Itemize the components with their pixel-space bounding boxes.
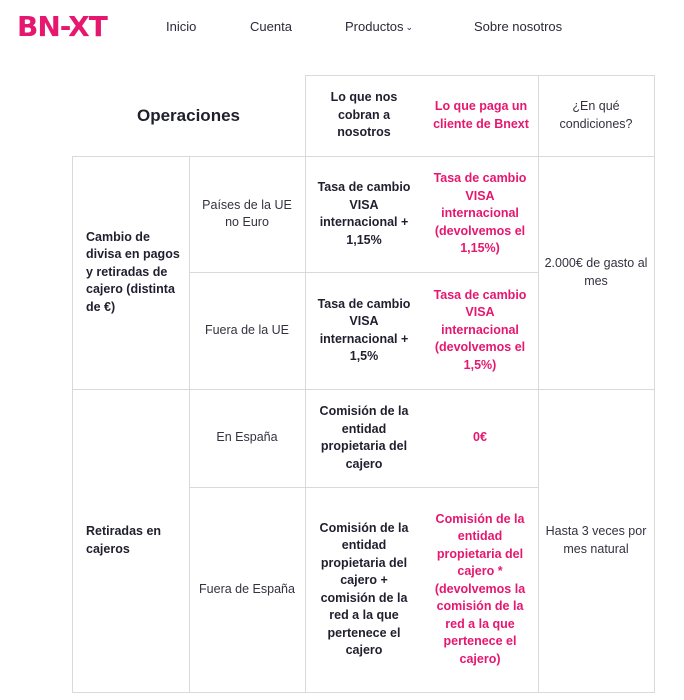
nav-cuenta[interactable]: Cuenta: [250, 19, 292, 34]
group-label-retiradas: Retiradas en cajeros: [86, 524, 162, 556]
cobran-fuera-ue: Tasa de cambio VISA internacional + 1,5%: [317, 296, 411, 363]
condition-retiradas: Hasta 3 veces por mes natural: [545, 524, 647, 556]
region-fuera-ue: Fuera de la UE: [204, 322, 290, 337]
nav-sobre-nosotros[interactable]: Sobre nosotros: [474, 19, 563, 34]
paga-fuera-espana: Comisión de la entidad propietaria del cajero * (devolvemos la comisión de la red a la que pertenece el cajero): [434, 511, 526, 666]
table-border: [305, 75, 306, 693]
paga-ue-no-euro: Tasa de cambio VISA internacional (devolvemos el 1,15%): [433, 171, 527, 256]
paga-espana: 0€: [473, 430, 487, 445]
chevron-down-icon: ⌄: [405, 22, 414, 32]
table-border: [189, 156, 190, 693]
region-espana: En España: [216, 430, 278, 445]
region-fuera-espana: Fuera de España: [199, 581, 295, 596]
table-border: [72, 692, 654, 693]
bnext-logo[interactable]: BN-XT: [17, 10, 107, 43]
cobran-espana: Comisión de la entidad propietaria del cajero: [319, 404, 409, 471]
table-border: [654, 75, 655, 693]
header-operaciones: Operaciones: [137, 105, 240, 125]
paga-fuera-ue: Tasa de cambio VISA internacional (devolvemos el 1,5%): [433, 287, 527, 372]
nav-inicio[interactable]: Inicio: [166, 19, 197, 34]
group-label-cambio-divisa: Cambio de divisa en pagos y retiradas de cajero (distinta de €): [86, 229, 180, 314]
header-paga: Lo que paga un cliente de Bnext: [433, 99, 529, 131]
cobran-ue-no-euro: Tasa de cambio VISA internacional + 1,15%: [317, 180, 411, 247]
condition-cambio-divisa: 2.000€ de gasto al mes: [544, 256, 648, 288]
cobran-fuera-espana: Comisión de la entidad propietaria del cajero + comisión de la red a la que pertenece el cajero: [319, 520, 409, 657]
header-condiciones: ¿En qué condiciones?: [559, 99, 633, 131]
nav-productos-label: Productos: [345, 19, 404, 34]
region-ue-no-euro: Países de la UE no Euro: [202, 197, 292, 229]
header-cobran: Lo que nos cobran a nosotros: [330, 90, 398, 140]
